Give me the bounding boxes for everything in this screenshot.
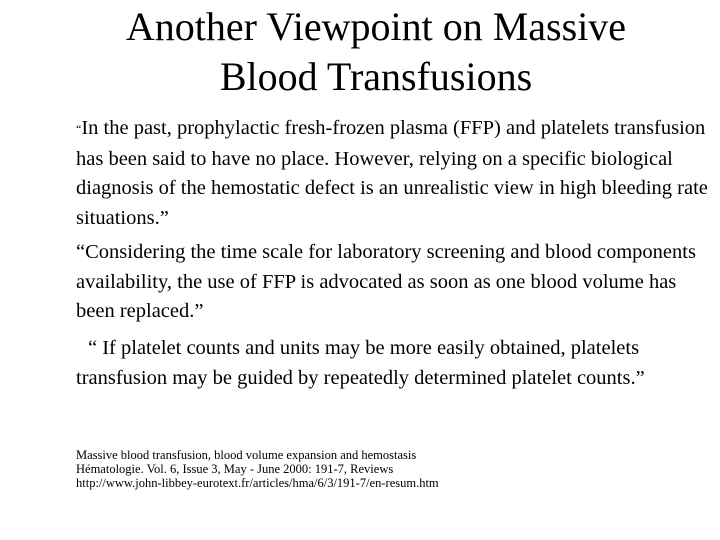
title-line-1: Another Viewpoint on Massive — [125, 4, 627, 49]
quote-past-prophylactic — [76, 114, 716, 233]
citation — [76, 448, 716, 490]
quote-past-prophylactic-text: In the past, prophylactic fresh-frozen plasma (FFP) and platelets transfusion has been said to have no place. However, relying on a specific biological diagnosis of the hemostatic defect is an unrealistic view in high bleeding rate situations.” — [76, 117, 708, 229]
citation-url: http://www.john-libbey-eurotext.fr/articles/hma/6/3/191-7/en-resum.htm — [76, 476, 439, 490]
quote-platelet-counts-text: “ If platelet counts and units may be more easily obtained, platelets transfusion may be guided by repeatedly determined platelet counts.” — [76, 337, 645, 389]
citation-journal: Hématologie. Vol. 6, Issue 3, May - June 2000: 191-7, Reviews — [76, 462, 394, 476]
title-line-2: Blood Transfusions — [219, 54, 533, 99]
quote-open-mark: “ — [76, 122, 82, 136]
quote-time-scale: “Considering the time scale for laboratory screening and blood components availability, the use of FFP is advocated as soon as one blood volume has been replaced.” — [76, 241, 696, 322]
quote-platelet-counts — [76, 334, 716, 393]
slide-title — [0, 2, 720, 102]
citation-article-title: Massive blood transfusion, blood volume expansion and hemostasis — [76, 448, 417, 462]
